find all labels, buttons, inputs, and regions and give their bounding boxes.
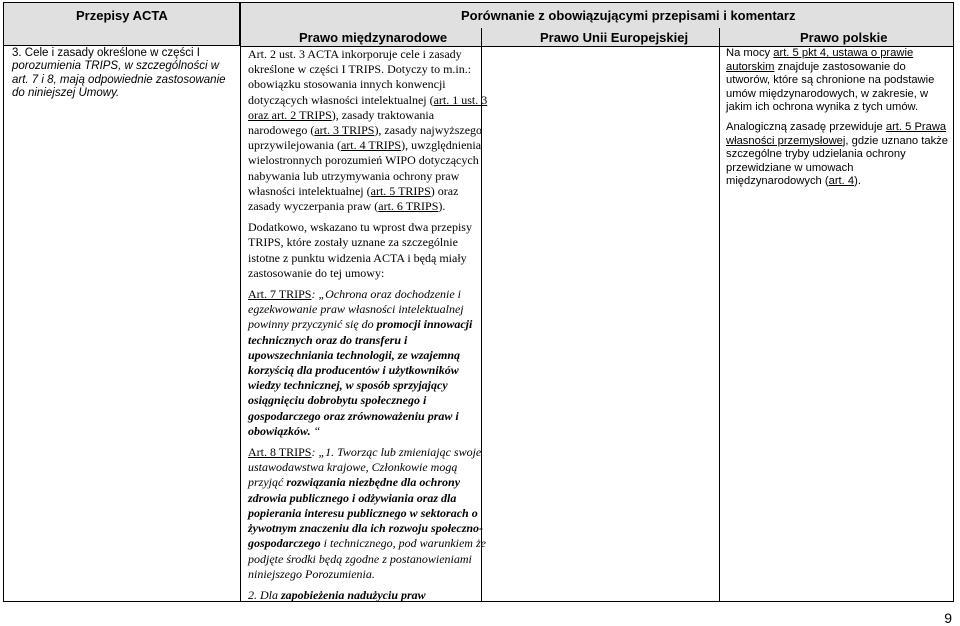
eu-law-title: Prawo Unii Europejskiej bbox=[540, 30, 689, 45]
emphasis-text: rozwiązania niezbędne dla ochrony zdrowia publicznego i odżywiania oraz dla popierania interesu publicznego w sektorach o żywotnym znaczeniu dla ich rozwoju społeczno-gospodarczego bbox=[248, 475, 484, 551]
international-law-title: Prawo międzynarodowe bbox=[299, 30, 448, 45]
paragraph: Dodatkowo, wskazano tu wprost dwa przepisy TRIPS, które zostały uznane za szczególnie istotne z punktu widzenia ACTA i będą miały zastosowanie do tej umowy: bbox=[248, 220, 472, 280]
trips-link[interactable]: art. 1 ust. 3 oraz art. 2 TRIPS bbox=[248, 92, 488, 122]
column-divider bbox=[719, 28, 720, 601]
main-column-title: Porównanie z obowiązującymi przepisami i komentarz bbox=[461, 8, 796, 23]
text: Analogiczną zasadę przewiduje bbox=[726, 120, 886, 133]
left-column-title: Przepisy ACTA bbox=[76, 8, 168, 23]
text: 2. Dla bbox=[248, 587, 281, 602]
international-law-text bbox=[248, 47, 488, 609]
trips-link[interactable]: art. 5 TRIPS bbox=[370, 183, 431, 198]
emphasis-text: zapobieżenia nadużyciu praw bbox=[281, 587, 426, 602]
text: ), zasady najwyższego uprzywilejowania ( bbox=[248, 123, 483, 153]
trips-link[interactable]: Art. 8 TRIPS bbox=[248, 445, 312, 460]
trips-link[interactable]: art. 3 TRIPS bbox=[314, 123, 375, 138]
text: Na mocy bbox=[726, 47, 774, 59]
law-link[interactable]: art. 5 pkt 4, ustawa o prawie autorskim bbox=[726, 47, 914, 73]
paragraph bbox=[248, 445, 488, 582]
text: ). bbox=[438, 199, 446, 214]
text: i technicznego, pod warunkiem że podjęte środki będą zgodne z postanowieniami niniejszego Porozumienia. bbox=[248, 536, 486, 581]
law-link[interactable]: art. 5 Prawa własności przemysłowej bbox=[726, 120, 947, 147]
paragraph bbox=[726, 47, 952, 115]
text: ) oraz zasady wyczerpania praw ( bbox=[248, 183, 459, 214]
text: ), uwzględnienia wielostronnych porozumień WIPO dotyczących nabywania lub utrzymywania ochrony praw własności intelektualnej ( bbox=[248, 138, 482, 198]
comparison-table bbox=[3, 2, 954, 602]
text: : „1. Tworząc lub zmieniając swoje ustawodawstwa krajowe, Członkowie mogą przyjąć bbox=[248, 445, 482, 490]
polish-law-text bbox=[726, 47, 952, 195]
text: , gdzie uznano także szczególne tryby udzielania ochrony przewidziane w umowach międzynarodowych ( bbox=[726, 134, 948, 188]
trips-link[interactable]: Art. 7 TRIPS bbox=[248, 287, 312, 302]
acta-text-part: porozumienia TRIPS, w szczególności w art. 7 i 8, mają odpowiednie zastosowanie do niniejszej Umowy. bbox=[12, 60, 226, 100]
polish-law-title: Prawo polskie bbox=[800, 30, 888, 45]
text: : „Ochrona oraz dochodzenie i egzekwowanie praw własności intelektualnej powinny przyczynić się do bbox=[248, 287, 464, 332]
acta-text-part: 3. Cele i zasady określone w części I bbox=[12, 47, 200, 59]
text: Art. 2 ust. 3 ACTA inkorporuje cele i zasady określone w części I TRIPS. Dotyczy to m.in.: obowiązku stosowania innych konwencji dotyczących własności intelektualnej ( bbox=[248, 47, 472, 107]
acta-provision-text bbox=[12, 47, 232, 101]
trips-link[interactable]: art. 4 TRIPS bbox=[340, 138, 402, 153]
column-divider bbox=[240, 3, 241, 601]
law-link[interactable]: art. 4 bbox=[828, 175, 855, 188]
text: znajduje zastosowanie do utworów, które są chronione na podstawie umów międzynarodowych, w zakresie, w jakim ich ochrona wynika z tych umów. bbox=[726, 60, 935, 114]
text: “ bbox=[310, 423, 321, 438]
emphasis-text: promocji innowacji technicznych oraz do transferu i upowszechniania technologii, ze wzajemną korzyścią dla producentów i użytkowników wiedzy technicznej, w sposób sprzyjający osiągnięciu dobrobytu społecznego i gospodarczego oraz zrównoważeniu praw i obowiązków. bbox=[248, 317, 473, 438]
trips-link[interactable]: art. 6 TRIPS bbox=[378, 199, 439, 214]
text: ). bbox=[854, 175, 861, 188]
paragraph bbox=[726, 121, 952, 189]
text: ), zasady traktowania narodowego ( bbox=[248, 107, 435, 138]
page-number: 9 bbox=[944, 610, 952, 626]
paragraph bbox=[248, 47, 488, 214]
paragraph bbox=[248, 287, 488, 439]
paragraph bbox=[248, 588, 488, 603]
